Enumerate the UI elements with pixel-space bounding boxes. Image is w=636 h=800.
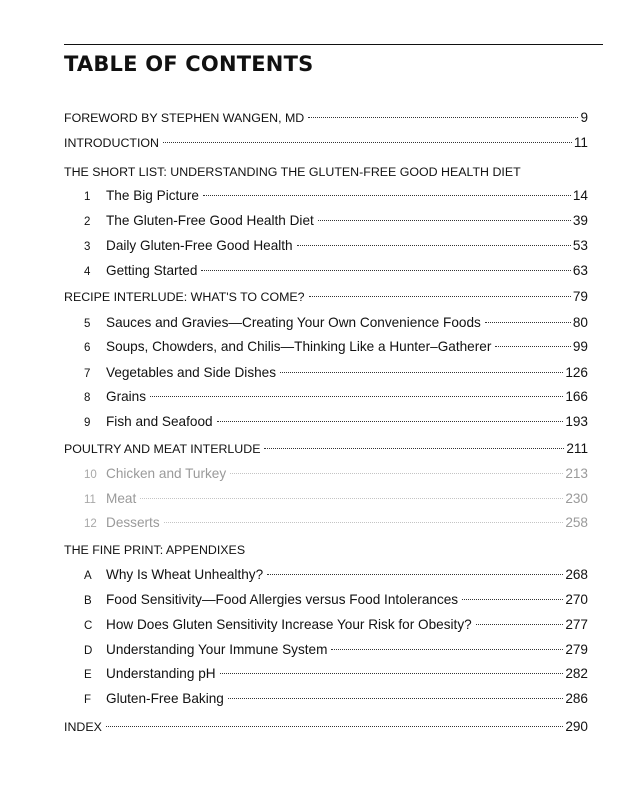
entry-title: How Does Gluten Sensitivity Increase Your Risk for Obesity? [106, 617, 472, 632]
chapter-number: 5 [84, 318, 91, 330]
dot-leader [106, 726, 563, 727]
page-number: 79 [572, 289, 588, 304]
entry-title: Vegetables and Side Dishes [106, 365, 277, 380]
dot-leader [230, 473, 563, 474]
page-number: 268 [565, 567, 588, 582]
toc-chapter-entry [84, 689, 588, 709]
toc-section-entry [64, 287, 588, 307]
entry-title: Gluten-Free Baking [106, 691, 224, 706]
dot-leader [163, 142, 572, 143]
toc-chapter-entry [84, 387, 588, 407]
dot-leader [308, 117, 578, 118]
entry-title: INDEX [64, 720, 102, 734]
entry-title: FOREWORD BY STEPHEN WANGEN, MD [64, 111, 305, 125]
page-number: 258 [565, 515, 588, 530]
page-number: 166 [565, 389, 588, 404]
toc-chapter-entry [84, 615, 588, 635]
dot-leader [264, 448, 564, 449]
toc-chapter-entry [84, 313, 588, 333]
entry-title: Getting Started [106, 263, 198, 278]
page-number: 193 [565, 414, 588, 429]
entry-title: Meat [106, 491, 137, 506]
chapter-number: 10 [84, 469, 97, 481]
dot-leader [140, 498, 563, 499]
toc-section-entry [64, 108, 588, 128]
entry-title: Understanding Your Immune System [106, 642, 328, 657]
page-number: 286 [565, 691, 588, 706]
page-number: 282 [565, 666, 588, 681]
dot-leader [220, 673, 564, 674]
dot-leader [228, 698, 563, 699]
chapter-number: 9 [84, 417, 91, 429]
page-number: 211 [566, 441, 588, 456]
chapter-number: 7 [84, 368, 91, 380]
chapter-number: F [84, 694, 92, 706]
page-number: 9 [580, 110, 588, 125]
dot-leader [476, 624, 564, 625]
dot-leader [485, 322, 571, 323]
chapter-number: D [84, 645, 93, 657]
dot-leader [203, 195, 571, 196]
dot-leader [150, 396, 563, 397]
dot-leader [280, 372, 563, 373]
chapter-number: 3 [84, 241, 91, 253]
dot-leader [217, 421, 564, 422]
entry-title: Grains [106, 389, 147, 404]
toc-chapter-entry [84, 412, 588, 432]
page-number: 99 [572, 339, 588, 354]
toc-chapter-entry [84, 664, 588, 684]
toc-chapter-entry [84, 363, 588, 383]
entry-title: Daily Gluten-Free Good Health [106, 238, 293, 253]
page-number: 53 [572, 238, 588, 253]
chapter-number: E [84, 669, 92, 681]
toc-section-entry [64, 439, 588, 459]
chapter-number: C [84, 620, 93, 632]
toc-section-heading [64, 540, 588, 560]
entry-title: The Big Picture [106, 188, 199, 203]
toc-chapter-entry [84, 211, 588, 231]
entry-title: Fish and Seafood [106, 414, 213, 429]
entry-title: Sauces and Gravies—Creating Your Own Convenience Foods [106, 315, 481, 330]
dot-leader [318, 220, 571, 221]
page-number: 230 [565, 491, 588, 506]
chapter-number: B [84, 595, 92, 607]
page-number: 126 [565, 365, 588, 380]
page-number: 277 [565, 617, 588, 632]
toc-chapter-entry [84, 337, 588, 357]
toc-chapter-entry [84, 186, 588, 206]
toc-chapter-entry [84, 489, 588, 509]
entry-title: Desserts [106, 515, 160, 530]
dot-leader [495, 346, 571, 347]
dot-leader [331, 649, 563, 650]
dot-leader [267, 574, 563, 575]
toc-chapter-entry [84, 565, 588, 585]
entry-title: Understanding pH [106, 666, 216, 681]
toc-section-entry [64, 717, 588, 737]
toc-chapter-entry [84, 464, 588, 484]
page-number: 290 [565, 719, 588, 734]
entry-title: RECIPE INTERLUDE: WHAT'S TO COME? [64, 290, 305, 304]
toc-chapter-entry [84, 513, 588, 533]
chapter-number: 4 [84, 266, 91, 278]
page-number: 213 [565, 466, 588, 481]
entry-title: Chicken and Turkey [106, 466, 227, 481]
toc-chapter-entry [84, 236, 588, 256]
chapter-number: 6 [84, 342, 91, 354]
page-number: 270 [565, 592, 588, 607]
chapter-number: A [84, 570, 92, 582]
entry-title: The Gluten-Free Good Health Diet [106, 213, 314, 228]
entry-title: POULTRY AND MEAT INTERLUDE [64, 442, 261, 456]
chapter-number: 1 [84, 191, 91, 203]
entry-title: Why Is Wheat Unhealthy? [106, 567, 264, 582]
toc-chapter-entry [84, 640, 588, 660]
entry-title: Soups, Chowders, and Chilis—Thinking Like a Hunter–Gatherer [106, 339, 492, 354]
entry-title: THE FINE PRINT: APPENDIXES [64, 543, 246, 557]
dot-leader [462, 599, 563, 600]
entry-title: Food Sensitivity—Food Allergies versus Food Intolerances [106, 592, 459, 607]
dot-leader [201, 270, 570, 271]
page-number: 63 [572, 263, 588, 278]
toc-section-entry [64, 133, 588, 153]
toc-chapter-entry [84, 590, 588, 610]
chapter-number: 11 [84, 494, 96, 506]
page-title: TABLE OF CONTENTS [64, 52, 314, 76]
dot-leader [309, 296, 571, 297]
page-number: 11 [573, 135, 588, 150]
dot-leader [297, 245, 571, 246]
dot-leader [164, 522, 564, 523]
toc-section-heading [64, 162, 588, 182]
chapter-number: 8 [84, 392, 91, 404]
entry-title: THE SHORT LIST: UNDERSTANDING THE GLUTEN-FREE GOOD HEALTH DIET [64, 165, 521, 179]
entry-title: INTRODUCTION [64, 136, 159, 150]
chapter-number: 2 [84, 216, 91, 228]
page-number: 14 [572, 188, 588, 203]
page-number: 80 [572, 315, 588, 330]
page-number: 279 [565, 642, 588, 657]
toc-chapter-entry [84, 261, 588, 281]
chapter-number: 12 [84, 518, 97, 530]
page-number: 39 [572, 213, 588, 228]
